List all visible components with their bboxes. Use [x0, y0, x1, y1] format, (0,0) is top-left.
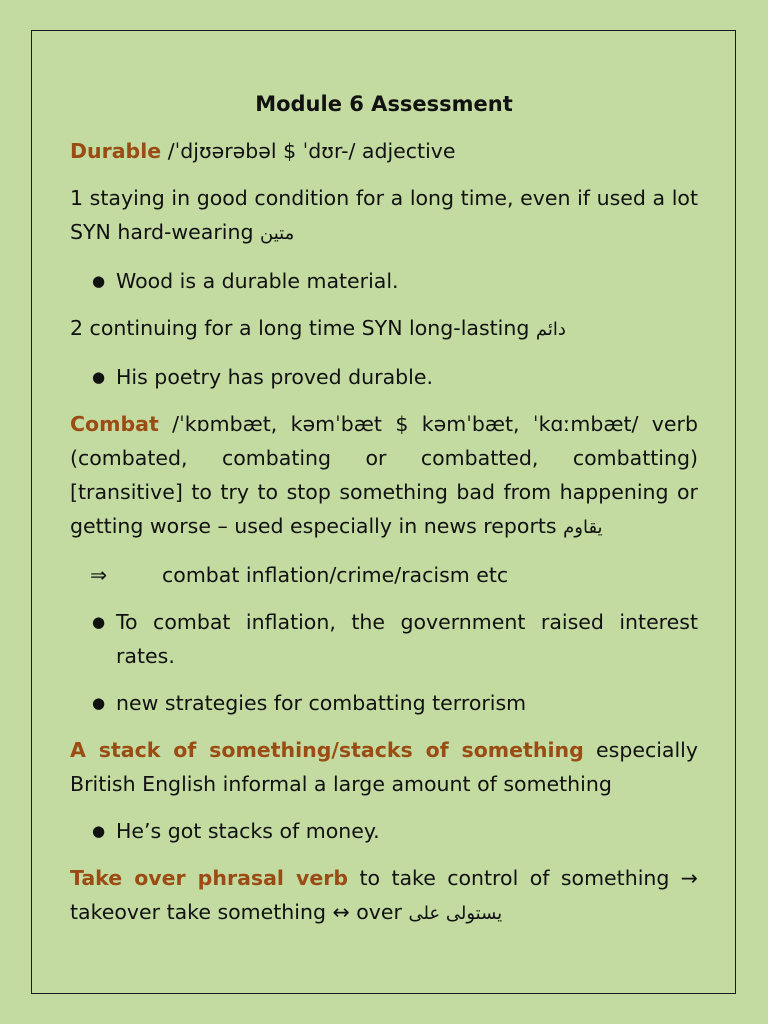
list-item — [70, 360, 698, 394]
arabic-translation: يقاوم — [563, 517, 603, 538]
entry-durable-sense-1 — [70, 181, 698, 251]
example-list — [70, 605, 698, 720]
entry-pronunciation: /ˈdjʊərəbəl $ ˈdʊr-/ adjective — [161, 139, 456, 163]
entry-stack-definition — [70, 733, 698, 801]
example-list — [70, 264, 698, 298]
page-title: Module 6 Assessment — [255, 92, 513, 116]
list-item — [70, 605, 698, 673]
entry-combat-definition — [70, 407, 698, 545]
collocation-text: combat inflation/crime/racism etc — [162, 563, 509, 587]
arabic-translation: متين — [260, 223, 295, 244]
entry-takeover-definition — [70, 861, 698, 931]
entry-term: A stack of something/stacks of something — [70, 738, 584, 762]
entry-term: Combat — [70, 412, 159, 436]
example-text: new strategies for combatting terrorism — [116, 691, 527, 715]
bullet-icon: ● — [92, 694, 106, 712]
definition-text: especially British English informal a large amount of something — [70, 738, 698, 796]
entry-durable-headword-line — [70, 134, 698, 168]
sense-text: 1 staying in good condition for a long time, even if used a lot SYN hard-wearing — [70, 186, 698, 244]
bullet-icon: ● — [92, 272, 106, 290]
list-item — [70, 686, 698, 720]
example-text: To combat inflation, the government raised interest rates. — [116, 610, 698, 668]
entry-term: Durable — [70, 139, 162, 163]
example-text: He’s got stacks of money. — [116, 819, 380, 843]
list-item — [70, 264, 698, 298]
entry-durable-sense-2 — [70, 311, 698, 347]
bullet-icon: ● — [92, 613, 106, 631]
implies-arrow-icon: ⇒ — [90, 563, 108, 587]
example-text: His poetry has proved durable. — [116, 365, 433, 389]
bullet-icon: ● — [92, 368, 106, 386]
entry-term: Take over phrasal verb — [70, 866, 349, 890]
sense-text: 2 continuing for a long time SYN long-lasting — [70, 316, 536, 340]
example-text: Wood is a durable material. — [116, 269, 399, 293]
collocation-line — [70, 558, 698, 592]
arabic-translation: يستولى على — [408, 903, 503, 924]
bullet-icon: ● — [92, 822, 106, 840]
example-list — [70, 360, 698, 394]
definition-text: /ˈkɒmbæt, kəmˈbæt $ kəmˈbæt, ˈkɑːmbæt/ verb (combated, combating or combatted, combatting) [transitive] to try to stop something bad from happening or getting worse – used especially in news reports — [70, 412, 698, 538]
example-list — [70, 814, 698, 848]
list-item — [70, 814, 698, 848]
document-body — [70, 88, 698, 944]
definition-text: to take control of something → takeover take something ↔ over — [70, 866, 698, 924]
arabic-translation: دائم — [535, 319, 566, 340]
